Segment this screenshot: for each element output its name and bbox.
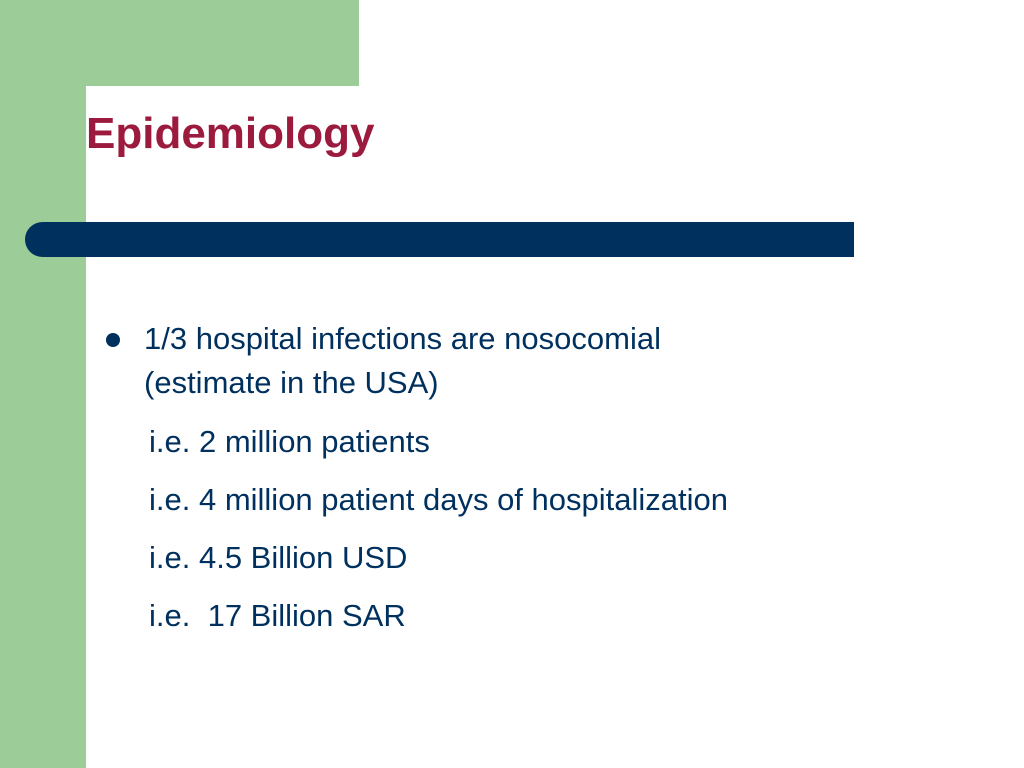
bullet-line-1: 1/3 hospital infections are nosocomial <box>144 321 661 356</box>
sub-line-patients: i.e. 2 million patients <box>149 424 430 459</box>
green-sidebar <box>0 0 86 768</box>
bullet-dot-icon <box>106 333 120 347</box>
slide-title: Epidemiology <box>86 109 375 158</box>
sub-line-days: i.e. 4 million patient days of hospitalization <box>149 482 728 517</box>
bullet-text <box>144 317 904 405</box>
bullet-line-2: (estimate in the USA) <box>144 365 439 400</box>
green-top-band <box>0 0 359 86</box>
sub-line-sar: i.e. 17 Billion SAR <box>149 598 406 633</box>
title-underline-bar <box>25 222 854 257</box>
sub-line-usd: i.e. 4.5 Billion USD <box>149 540 408 575</box>
